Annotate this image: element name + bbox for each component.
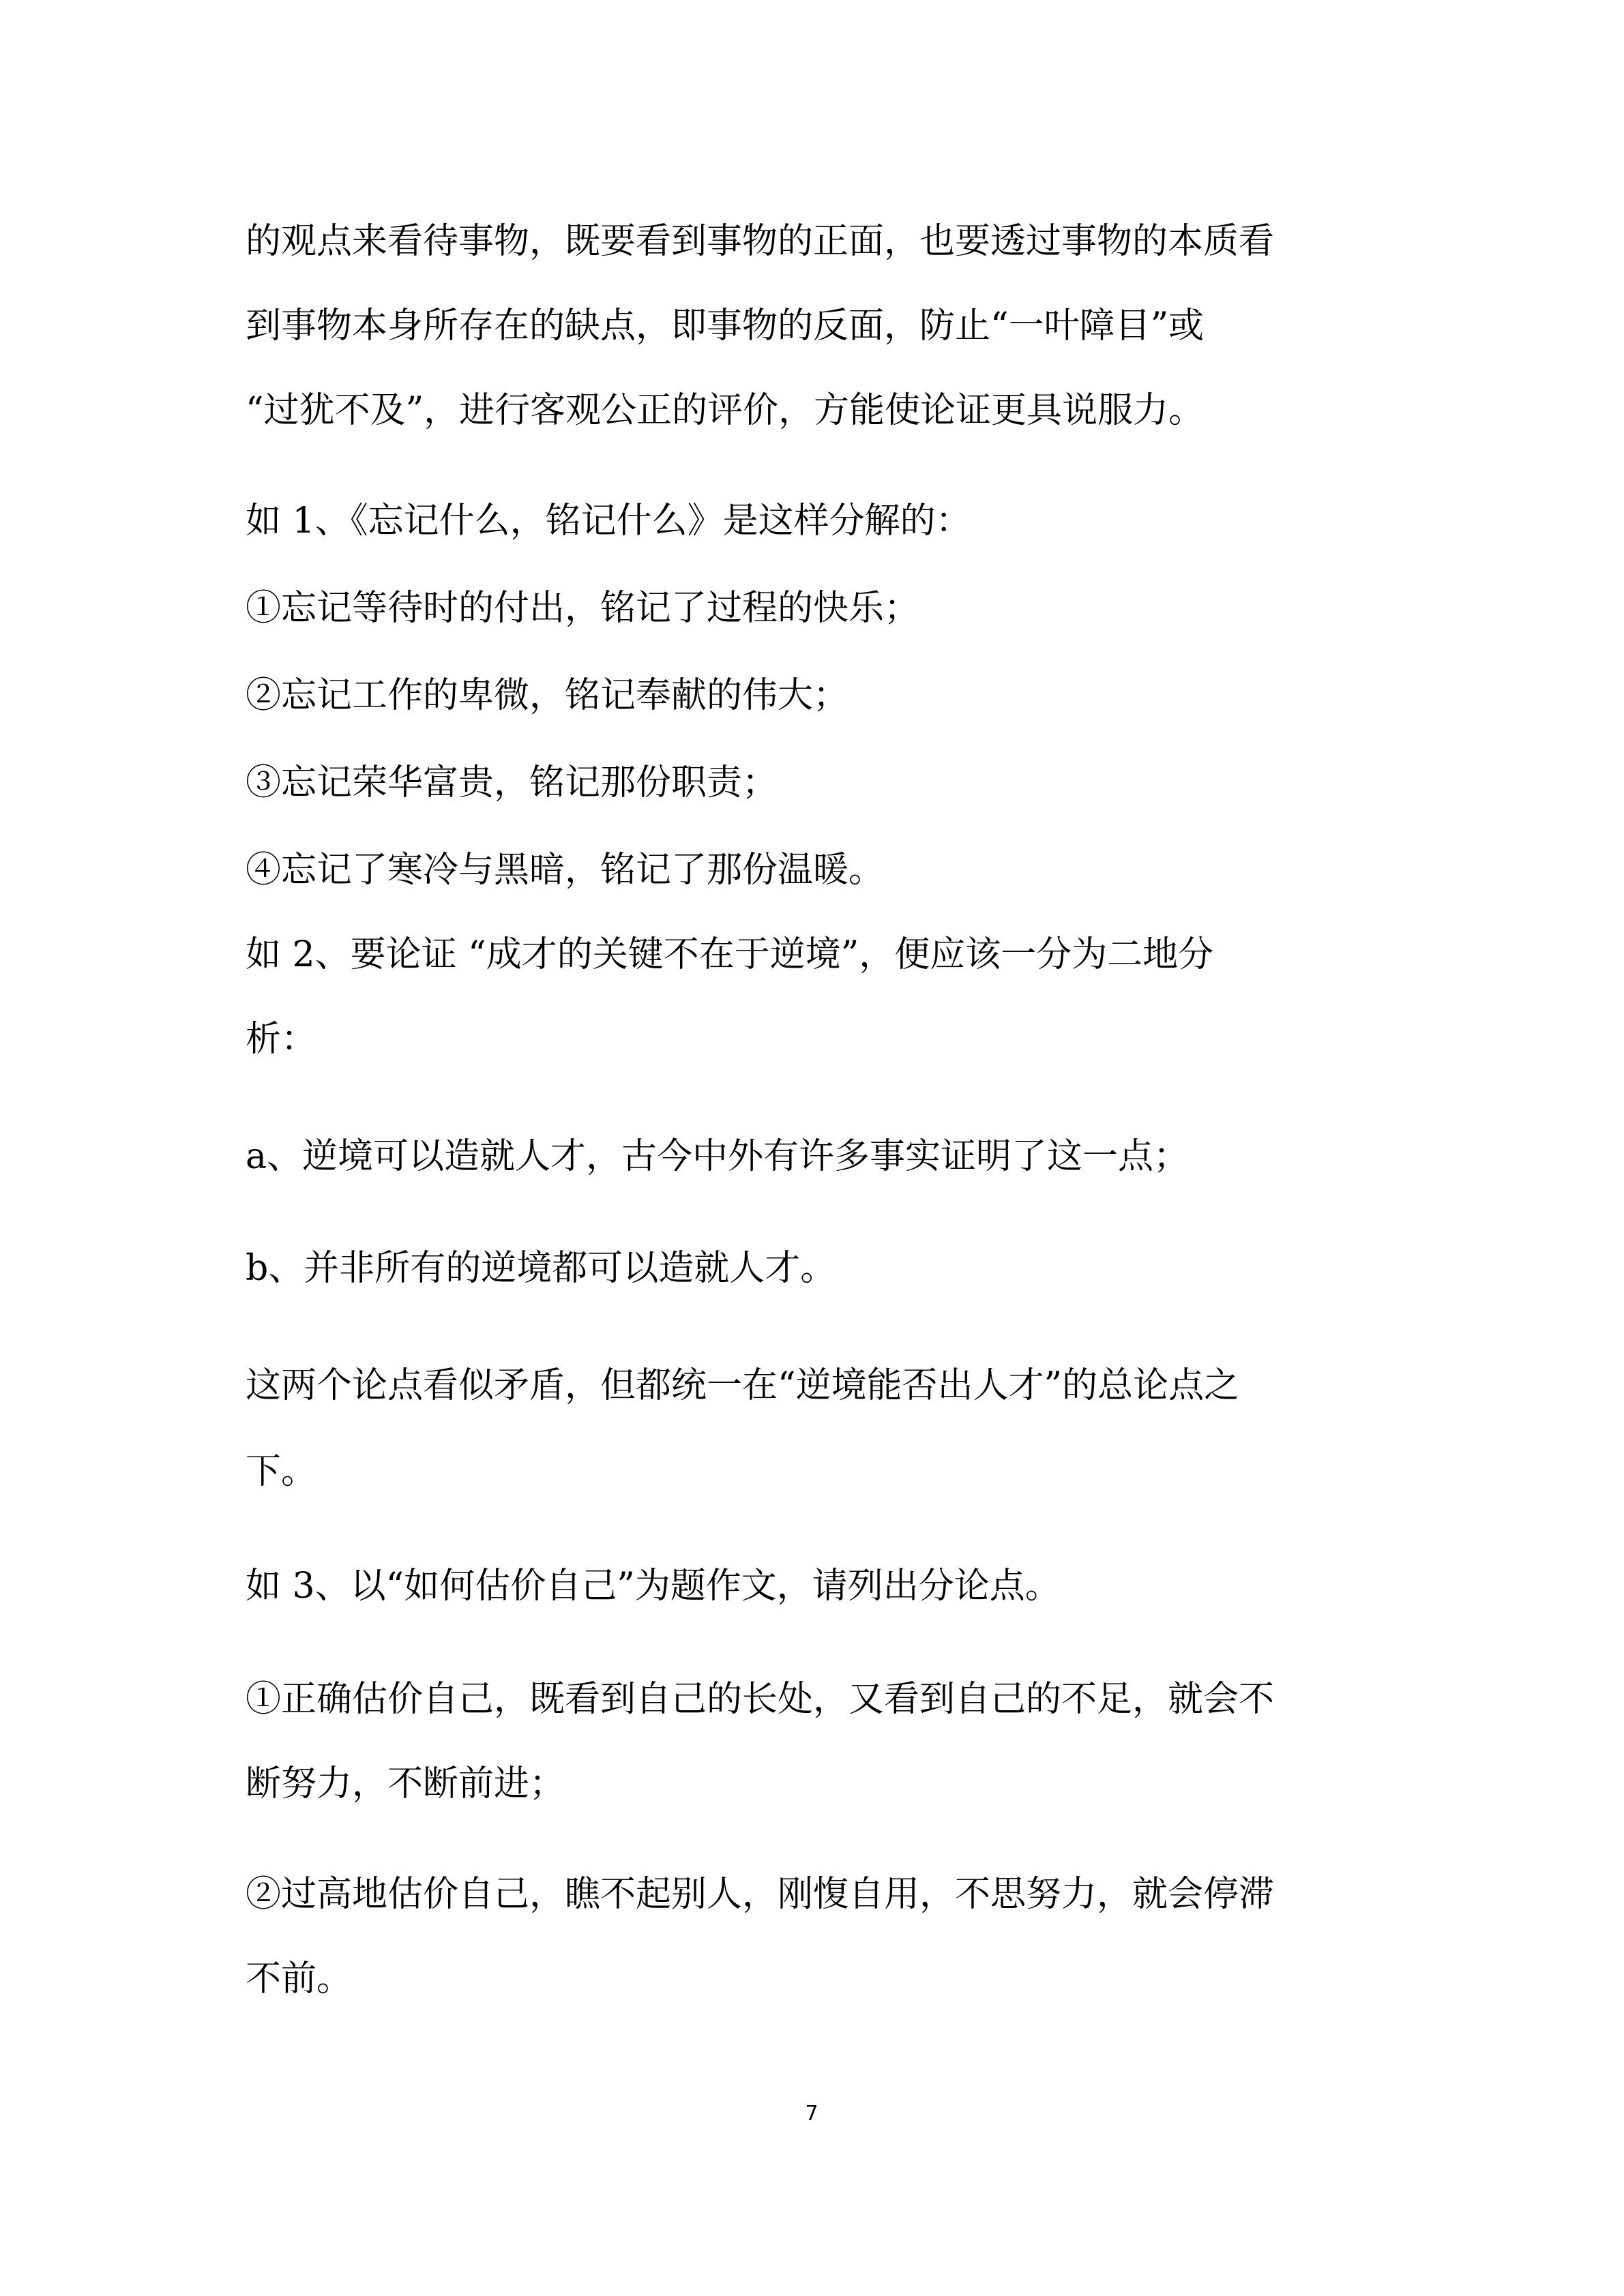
- list-item: ③忘记荣华富贵，铭记那份职责；: [246, 762, 778, 803]
- list-item: a、逆境可以造就人才，古今中外有许多事实证明了这一点；: [246, 1136, 1190, 1177]
- text-line: 如 3、以“如何估价自己”为题作文，请列出分论点。: [246, 1566, 1061, 1607]
- text-line: “过犹不及”，进行客观公正的评价，方能使论证更具说服力。: [246, 390, 1205, 431]
- text-line: 的观点来看待事物，既要看到事物的正面，也要透过事物的本质看: [246, 221, 1275, 262]
- text-line: 断努力，不断前进；: [246, 1763, 565, 1804]
- text-line: 不前。: [246, 1958, 353, 1999]
- text-line: 这两个论点看似矛盾，但都统一在“逆境能否出人才”的总论点之: [246, 1365, 1240, 1406]
- text-line: 下。: [246, 1451, 317, 1492]
- list-item: ④忘记了寒冷与黑暗，铭记了那份温暖。: [246, 850, 885, 891]
- page-number: 7: [805, 2102, 818, 2126]
- list-item: ①忘记等待时的付出，铭记了过程的快乐；: [246, 588, 920, 629]
- text-line: 析：: [246, 1019, 317, 1060]
- list-item: b、并非所有的逆境都可以造就人才。: [246, 1248, 836, 1289]
- text-line: 到事物本身所存在的缺点，即事物的反面，防止“一叶障目”或: [246, 305, 1205, 346]
- text-line: 如 2、要论证 “成才的关键不在于逆境”，便应该一分为二地分: [246, 934, 1214, 975]
- list-item: ②忘记工作的卑微，铭记奉献的伟大；: [246, 675, 849, 716]
- text-line: 如 1、《忘记什么，铭记什么》是这样分解的：: [246, 501, 971, 541]
- list-item: ②过高地估价自己，瞧不起别人，刚愎自用，不思努力，就会停滞: [246, 1874, 1275, 1915]
- list-item: ①正确估价自己，既看到自己的长处，又看到自己的不足，就会不: [246, 1679, 1275, 1720]
